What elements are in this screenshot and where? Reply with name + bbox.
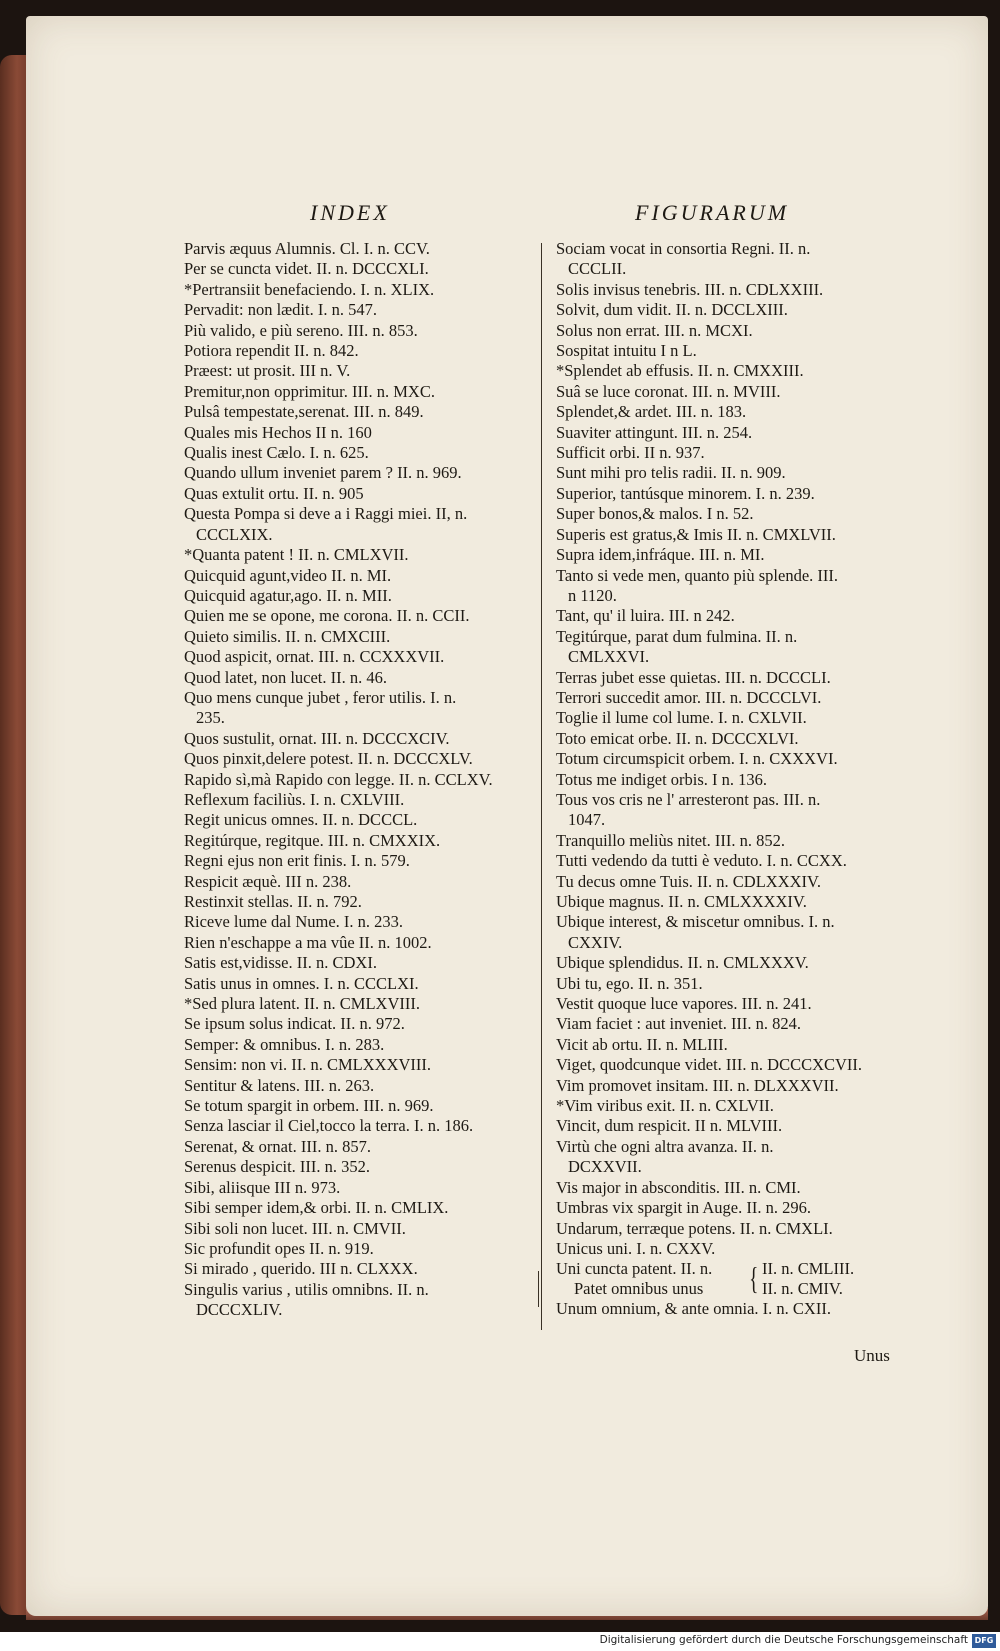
- index-entry: Sibi, aliisque III n. 973.: [184, 1177, 341, 1197]
- index-entry: Pervadit: non lædit. I. n. 547.: [184, 300, 377, 320]
- index-entry: Ubique splendidus. II. n. CMLXXXV.: [556, 953, 809, 973]
- index-entry: Viget, quodcunque videt. III. n. DCCCXCVII.: [556, 1055, 863, 1075]
- index-entry: Undarum, terræque potens. II. n. CMXLI.: [556, 1218, 833, 1238]
- index-entry: Ubi tu, ego. II. n. 351.: [556, 973, 703, 993]
- index-entry: Quo mens cunque jubet , feror utilis. I. n.: [184, 687, 457, 707]
- index-entry: Parvis æquus Alumnis. Cl. I. n. CCV.: [184, 239, 430, 258]
- index-entry: Quod aspicit, ornat. III. n. CCXXXVII.: [184, 647, 445, 667]
- index-entry: Terras jubet esse quietas. III. n. DCCCLI.: [556, 667, 831, 687]
- index-entry: Suâ se luce coronat. III. n. MVIII.: [556, 381, 781, 401]
- index-entry: Regit unicus omnes. II. n. DCCCL.: [184, 810, 418, 830]
- index-entry: Quos sustulit, ornat. III. n. DCCCXCIV.: [184, 728, 450, 748]
- index-entry: Sunt mihi pro telis radii. II. n. 909.: [556, 463, 786, 483]
- running-head-right: FIGURARUM: [635, 200, 790, 225]
- index-entry: Rapido sì,mà Rapido con legge. II. n. CCLXV.: [184, 769, 493, 789]
- index-entry-continuation: CCCLII.: [568, 259, 627, 279]
- index-entry: Quicquid agatur,ago. II. n. MII.: [184, 585, 392, 605]
- dfg-logo: DFG: [972, 1634, 996, 1648]
- index-entry: Qualis inest Cælo. I. n. 625.: [184, 443, 369, 463]
- index-entry: Per se cuncta videt. II. n. DCCCXLI.: [184, 259, 429, 279]
- index-entry: Sensim: non vi. II. n. CMLXXXVIII.: [184, 1055, 432, 1075]
- index-entry: Virtù che ogni altra avanza. II. n.: [556, 1136, 774, 1156]
- index-entry: Serenat, & ornat. III. n. 857.: [184, 1136, 371, 1156]
- index-entry: Quando ullum inveniet parem ? II. n. 969.: [184, 463, 462, 483]
- index-entry: Solis invisus tenebris. III. n. CDLXXIII.: [556, 279, 824, 299]
- index-entry: Quos pinxit,delere potest. II. n. DCCCXLV.: [184, 749, 473, 769]
- index-entry: Quod latet, non lucet. II. n. 46.: [184, 667, 387, 687]
- index-entry-continuation: 235.: [196, 708, 225, 728]
- index-entry: Toto emicat orbe. II. n. DCCCXLVI.: [556, 728, 799, 748]
- brace-entry-line1: Uni cuncta patent. II. n.: [556, 1259, 713, 1279]
- index-entry: Tutti vedendo da tutti è veduto. I. n. CCXX.: [556, 851, 847, 871]
- index-entry: Regni ejus non erit finis. I. n. 579.: [184, 851, 410, 871]
- index-entry: Sociam vocat in consortia Regni. II. n.: [556, 239, 811, 258]
- index-entry: Præest: ut prosit. III n. V.: [184, 361, 351, 381]
- index-entry-continuation: CCCLXIX.: [196, 524, 273, 544]
- right-column: [556, 239, 908, 1320]
- margin-mark: [538, 1271, 539, 1307]
- index-entry-continuation: DCCCXLIV.: [196, 1300, 283, 1320]
- index-entry: Supra idem,infráque. III. n. MI.: [556, 545, 765, 565]
- index-entry: Suaviter attingunt. III. n. 254.: [556, 422, 753, 442]
- index-entry: *Splendet ab effusis. II. n. CMXXIII.: [556, 361, 804, 381]
- index-entry: Quicquid agunt,video II. n. MI.: [184, 565, 392, 585]
- index-entry: Sibi soli non lucet. III. n. CMVII.: [184, 1218, 406, 1238]
- index-entry: Solvit, dum vidit. II. n. DCCLXIII.: [556, 300, 788, 320]
- index-entry: Sibi semper idem,& orbi. II. n. CMLIX.: [184, 1198, 449, 1218]
- index-entry: Pulsâ tempestate,serenat. III. n. 849.: [184, 402, 424, 422]
- index-entry: Semper: & omnibus. I. n. 283.: [184, 1034, 385, 1054]
- brace-entry-line2: Patet omnibus unus: [574, 1279, 704, 1299]
- index-entry: Satis unus in omnes. I. n. CCCLXI.: [184, 973, 419, 993]
- index-entry: Riceve lume dal Nume. I. n. 233.: [184, 912, 404, 932]
- index-entry: Totum circumspicit orbem. I. n. CXXXVI.: [556, 749, 838, 769]
- index-entry-continuation: n 1120.: [568, 585, 617, 605]
- index-entry: *Sed plura latent. II. n. CMLXVIII.: [184, 994, 420, 1014]
- brace-entry-ref2: II. n. CMIV.: [762, 1279, 843, 1299]
- index-entry: Vestit quoque luce vapores. III. n. 241.: [556, 994, 812, 1014]
- index-entry: Sentitur & latens. III. n. 263.: [184, 1075, 375, 1095]
- index-entry: Senza lasciar il Ciel,tocco la terra. I. n. 186.: [184, 1116, 474, 1136]
- index-entry: Superior, tantúsque minorem. I. n. 239.: [556, 483, 815, 503]
- left-column: [184, 239, 534, 1321]
- index-entry: *Quanta patent ! II. n. CMLXVII.: [184, 545, 409, 565]
- index-entry: Solus non errat. III. n. MCXI.: [556, 320, 753, 340]
- index-entry: Sic profundit opes II. n. 919.: [184, 1238, 374, 1258]
- curly-brace: {: [749, 1260, 759, 1297]
- index-entry: Viam faciet : aut inveniet. III. n. 824.: [556, 1014, 802, 1034]
- index-entry: Tu decus omne Tuis. II. n. CDLXXXIV.: [556, 871, 821, 891]
- index-entry: Tranquillo meliùs nitet. III. n. 852.: [556, 830, 786, 850]
- brace-entry: [556, 1259, 908, 1299]
- index-entry: Terrori succedit amor. III. n. DCCCLVI.: [556, 687, 822, 707]
- index-entry-continuation: DCXXVII.: [568, 1157, 642, 1177]
- index-entry: Vincit, dum respicit. II n. MLVIII.: [556, 1116, 783, 1136]
- index-entry: Reflexum faciliùs. I. n. CXLVIII.: [184, 789, 405, 809]
- index-entry: Vim promovet insitam. III. n. DLXXXVII.: [556, 1075, 839, 1095]
- index-entry: *Vim viribus exit. II. n. CXLVII.: [556, 1096, 774, 1116]
- index-entry: Vicit ab ortu. II. n. MLIII.: [556, 1034, 728, 1054]
- index-entry: Quien me se opone, me corona. II. n. CCII.: [184, 606, 470, 626]
- index-entry: Questa Pompa si deve a i Raggi miei. II, n.: [184, 504, 468, 524]
- index-entry: Satis est,vidisse. II. n. CDXI.: [184, 953, 377, 973]
- catchword: Unus: [854, 1346, 890, 1365]
- index-entry: Toglie il lume col lume. I. n. CXLVII.: [556, 708, 807, 728]
- index-entry: Se ipsum solus indicat. II. n. 972.: [184, 1014, 405, 1034]
- brace-entry-ref1: II. n. CMLIII.: [762, 1259, 855, 1279]
- index-entry: *Pertransiit benefaciendo. I. n. XLIX.: [184, 279, 435, 299]
- index-entry: Singulis varius , utilis omnibns. II. n.: [184, 1279, 429, 1299]
- index-entry: Super bonos,& malos. I n. 52.: [556, 504, 754, 524]
- index-entry: Vis major in absconditis. III. n. CMI.: [556, 1177, 801, 1197]
- index-entry: Tant, qu' il luira. III. n 242.: [556, 606, 735, 626]
- index-entry: Restinxit stellas. II. n. 792.: [184, 892, 362, 911]
- running-head-left: INDEX: [310, 200, 390, 225]
- index-entry: Quales mis Hechos II n. 160: [184, 422, 372, 442]
- index-entry: Tegitúrque, parat dum fulmina. II. n.: [556, 626, 798, 646]
- index-entry: Respicit æquè. III n. 238.: [184, 871, 352, 891]
- index-entry: Rien n'eschappe a ma vûe II. n. 1002.: [184, 932, 432, 952]
- index-entry: Si mirado , querido. III n. CLXXX.: [184, 1259, 418, 1279]
- index-entry: Premitur,non opprimitur. III. n. MXC.: [184, 381, 435, 401]
- index-entry: Potiora rependit II. n. 842.: [184, 341, 359, 361]
- index-entry: Unicus uni. I. n. CXXV.: [556, 1238, 716, 1258]
- index-entry-continuation: CXXIV.: [568, 932, 623, 952]
- index-entry: Totus me indiget orbis. I n. 136.: [556, 769, 768, 789]
- index-entry: Splendet,& ardet. III. n. 183.: [556, 402, 747, 422]
- index-entry: Tous vos cris ne l' arresteront pas. III. n.: [556, 789, 821, 809]
- footer-credit: Digitalisierung gefördert durch die Deutsche Forschungsgemeinschaft: [599, 1634, 968, 1646]
- index-entry: Se totum spargit in orbem. III. n. 969.: [184, 1096, 434, 1116]
- index-entry: Unum omnium, & ante omnia. I. n. CXII.: [556, 1299, 831, 1319]
- index-entry: Umbras vix spargit in Auge. II. n. 296.: [556, 1198, 811, 1218]
- right-column-entries: [556, 239, 908, 1259]
- index-entry-continuation: CMLXXVI.: [568, 647, 650, 667]
- index-entry: Sospitat intuitu I n L.: [556, 341, 697, 361]
- index-entry: Quas extulit ortu. II. n. 905: [184, 483, 364, 503]
- index-entry: Sufficit orbi. II n. 937.: [556, 443, 705, 463]
- index-entry: Più valido, e più sereno. III. n. 853.: [184, 320, 418, 340]
- index-entry: Ubique interest, & miscetur omnibus. I. n.: [556, 912, 835, 932]
- index-entry: Tanto si vede men, quanto più splende. III.: [556, 565, 839, 585]
- index-entry: Ubique magnus. II. n. CMLXXXXIV.: [556, 892, 807, 911]
- index-entry: Quieto similis. II. n. CMXCIII.: [184, 626, 391, 646]
- index-entry: Superis est gratus,& Imis II. n. CMXLVII.: [556, 524, 836, 544]
- index-entry: Regitúrque, regitque. III. n. CMXXIX.: [184, 830, 441, 850]
- column-divider: [541, 243, 542, 1330]
- index-entry: Serenus despicit. III. n. 352.: [184, 1157, 371, 1177]
- index-entry-continuation: 1047.: [568, 810, 606, 830]
